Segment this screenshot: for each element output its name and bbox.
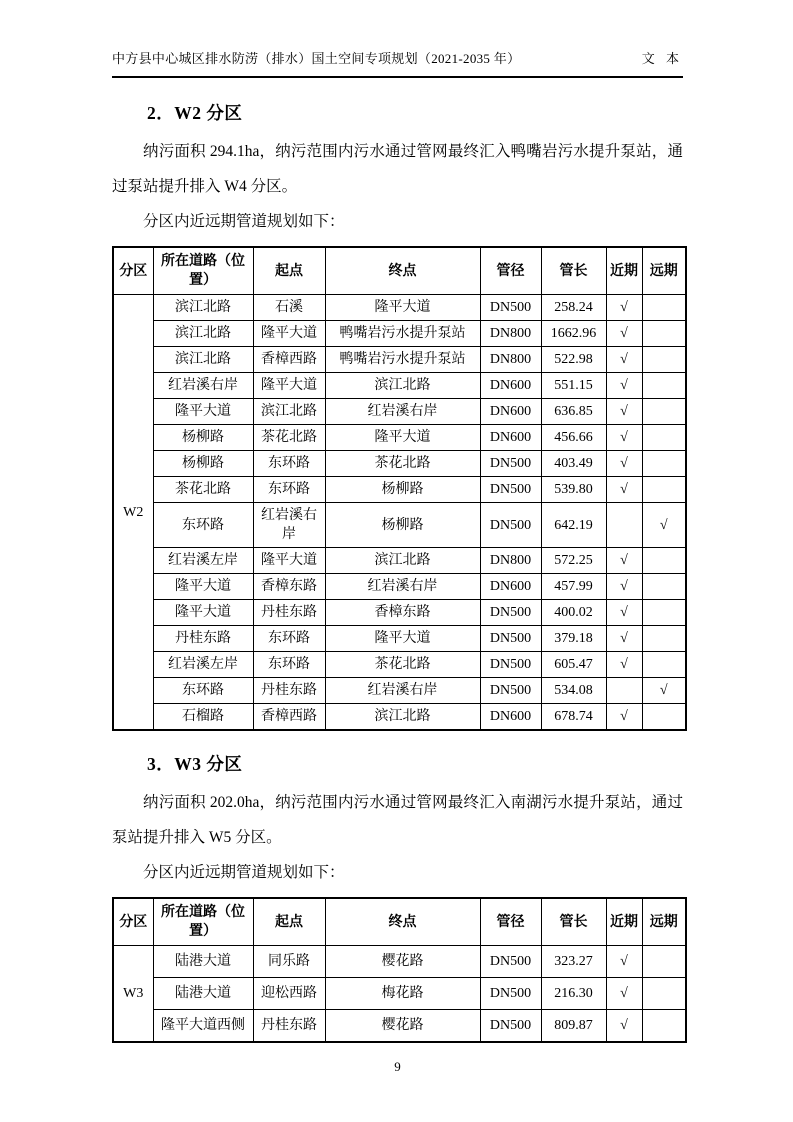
table-header-row — [113, 898, 686, 946]
cell-end: 杨柳路 — [325, 477, 480, 503]
cell-dn: DN800 — [480, 321, 541, 347]
cell-road: 石榴路 — [153, 704, 253, 731]
section-w3-paragraph: 纳污面积 202.0ha，纳污范围内污水通过管网最终汇入南湖污水提升泵站，通过泵站提升排入 W5 分区。 — [112, 794, 683, 846]
cell-end: 樱花路 — [325, 1010, 480, 1043]
cell-road: 东环路 — [153, 678, 253, 704]
cell-dn: DN500 — [480, 978, 541, 1010]
cell-end: 滨江北路 — [325, 373, 480, 399]
cell-start: 隆平大道 — [253, 373, 325, 399]
cell-length: 534.08 — [541, 678, 606, 704]
cell-dn: DN500 — [480, 946, 541, 978]
section-w3 — [112, 751, 683, 1043]
table-row — [113, 347, 686, 373]
document-title: 中方县中心城区排水防涝（排水）国土空间专项规划（2021-2035 年） — [112, 51, 521, 66]
cell-near-check — [606, 678, 642, 704]
cell-end: 鸭嘴岩污水提升泵站 — [325, 347, 480, 373]
pipe-plan-table-w3 — [112, 897, 687, 1043]
table-row — [113, 399, 686, 425]
cell-near-check: √ — [606, 626, 642, 652]
column-header-dn: 管径 — [480, 898, 541, 946]
cell-road: 隆平大道 — [153, 574, 253, 600]
page-number: 9 — [394, 1059, 401, 1074]
cell-far-check — [642, 574, 686, 600]
cell-near-check: √ — [606, 399, 642, 425]
cell-length: 605.47 — [541, 652, 606, 678]
cell-road: 隆平大道 — [153, 600, 253, 626]
section-w2-heading: 2．W2 分区 — [147, 103, 243, 123]
table-row — [113, 321, 686, 347]
cell-dn: DN500 — [480, 600, 541, 626]
column-header-start: 起点 — [253, 898, 325, 946]
cell-start: 东环路 — [253, 652, 325, 678]
cell-length: 678.74 — [541, 704, 606, 731]
cell-road: 红岩溪右岸 — [153, 373, 253, 399]
cell-road: 茶花北路 — [153, 477, 253, 503]
cell-road: 滨江北路 — [153, 347, 253, 373]
cell-end: 茶花北路 — [325, 652, 480, 678]
table-row — [113, 704, 686, 731]
cell-dn: DN500 — [480, 477, 541, 503]
table-row — [113, 425, 686, 451]
cell-dn: DN500 — [480, 652, 541, 678]
cell-dn: DN800 — [480, 548, 541, 574]
cell-far-check — [642, 1010, 686, 1043]
cell-end: 鸭嘴岩污水提升泵站 — [325, 321, 480, 347]
cell-dn: DN600 — [480, 704, 541, 731]
cell-near-check: √ — [606, 652, 642, 678]
cell-start: 隆平大道 — [253, 321, 325, 347]
column-header-length: 管长 — [541, 247, 606, 295]
cell-far-check — [642, 451, 686, 477]
cell-far-check — [642, 652, 686, 678]
table-body — [113, 946, 686, 1043]
column-header-far: 远期 — [642, 247, 686, 295]
cell-length: 258.24 — [541, 295, 606, 321]
cell-end: 隆平大道 — [325, 626, 480, 652]
cell-start: 丹桂东路 — [253, 678, 325, 704]
table-header — [113, 247, 686, 295]
table-row — [113, 574, 686, 600]
cell-road: 杨柳路 — [153, 425, 253, 451]
table-row — [113, 946, 686, 978]
cell-start: 茶花北路 — [253, 425, 325, 451]
cell-length: 572.25 — [541, 548, 606, 574]
column-header-dn: 管径 — [480, 247, 541, 295]
cell-road: 陆港大道 — [153, 978, 253, 1010]
cell-dn: DN600 — [480, 425, 541, 451]
cell-length: 636.85 — [541, 399, 606, 425]
column-header-zone: 分区 — [113, 247, 153, 295]
table-row — [113, 600, 686, 626]
table-row — [113, 652, 686, 678]
cell-dn: DN500 — [480, 295, 541, 321]
section-w2 — [112, 100, 683, 731]
cell-near-check: √ — [606, 425, 642, 451]
cell-length: 400.02 — [541, 600, 606, 626]
cell-far-check — [642, 399, 686, 425]
cell-near-check: √ — [606, 1010, 642, 1043]
cell-start: 隆平大道 — [253, 548, 325, 574]
table-body — [113, 295, 686, 731]
cell-road: 丹桂东路 — [153, 626, 253, 652]
page-header — [112, 48, 683, 78]
column-header-near: 近期 — [606, 247, 642, 295]
cell-far-check — [642, 321, 686, 347]
cell-dn: DN500 — [480, 451, 541, 477]
cell-length: 403.49 — [541, 451, 606, 477]
cell-start: 石溪 — [253, 295, 325, 321]
cell-start: 迎松西路 — [253, 978, 325, 1010]
cell-near-check: √ — [606, 347, 642, 373]
cell-far-check — [642, 373, 686, 399]
cell-far-check — [642, 946, 686, 978]
table-row — [113, 678, 686, 704]
cell-road: 滨江北路 — [153, 321, 253, 347]
cell-far-check — [642, 295, 686, 321]
cell-end: 樱花路 — [325, 946, 480, 978]
table-row — [113, 295, 686, 321]
cell-far-check: √ — [642, 503, 686, 548]
cell-dn: DN600 — [480, 373, 541, 399]
cell-near-check: √ — [606, 548, 642, 574]
cell-dn: DN600 — [480, 574, 541, 600]
cell-length: 1662.96 — [541, 321, 606, 347]
cell-length: 809.87 — [541, 1010, 606, 1043]
cell-near-check — [606, 503, 642, 548]
cell-length: 539.80 — [541, 477, 606, 503]
cell-road: 杨柳路 — [153, 451, 253, 477]
column-header-length: 管长 — [541, 898, 606, 946]
cell-end: 梅花路 — [325, 978, 480, 1010]
section-w3-table-intro: 分区内近远期管道规划如下： — [143, 864, 345, 881]
cell-start: 香樟西路 — [253, 347, 325, 373]
cell-end: 红岩溪右岸 — [325, 678, 480, 704]
cell-start: 丹桂东路 — [253, 1010, 325, 1043]
table-row — [113, 1010, 686, 1043]
cell-road: 红岩溪左岸 — [153, 548, 253, 574]
cell-end: 茶花北路 — [325, 451, 480, 477]
section-w2-paragraph: 纳污面积 294.1ha，纳污范围内污水通过管网最终汇入鸭嘴岩污水提升泵站，通过泵站提升排入 W4 分区。 — [112, 143, 683, 195]
table-row — [113, 451, 686, 477]
cell-near-check: √ — [606, 321, 642, 347]
cell-start: 红岩溪右岸 — [253, 503, 325, 548]
cell-end: 香樟东路 — [325, 600, 480, 626]
section-w3-heading: 3．W3 分区 — [147, 754, 243, 774]
cell-near-check: √ — [606, 373, 642, 399]
cell-length: 522.98 — [541, 347, 606, 373]
cell-dn: DN800 — [480, 347, 541, 373]
cell-far-check: √ — [642, 678, 686, 704]
column-header-road: 所在道路（位置） — [153, 898, 253, 946]
column-header-start: 起点 — [253, 247, 325, 295]
cell-start: 香樟西路 — [253, 704, 325, 731]
table-row — [113, 978, 686, 1010]
cell-road: 隆平大道 — [153, 399, 253, 425]
cell-end: 杨柳路 — [325, 503, 480, 548]
column-header-end: 终点 — [325, 898, 480, 946]
cell-start: 丹桂东路 — [253, 600, 325, 626]
cell-near-check: √ — [606, 574, 642, 600]
cell-dn: DN500 — [480, 678, 541, 704]
cell-length: 216.30 — [541, 978, 606, 1010]
cell-far-check — [642, 978, 686, 1010]
cell-dn: DN500 — [480, 503, 541, 548]
table-row — [113, 373, 686, 399]
cell-dn: DN500 — [480, 626, 541, 652]
cell-far-check — [642, 477, 686, 503]
cell-length: 642.19 — [541, 503, 606, 548]
cell-far-check — [642, 704, 686, 731]
cell-end: 滨江北路 — [325, 704, 480, 731]
cell-start: 东环路 — [253, 451, 325, 477]
cell-start: 滨江北路 — [253, 399, 325, 425]
cell-start: 同乐路 — [253, 946, 325, 978]
section-w2-table-intro: 分区内近远期管道规划如下： — [143, 213, 345, 230]
cell-dn: DN600 — [480, 399, 541, 425]
cell-start: 东环路 — [253, 477, 325, 503]
cell-dn: DN500 — [480, 1010, 541, 1043]
cell-far-check — [642, 347, 686, 373]
cell-near-check: √ — [606, 477, 642, 503]
cell-far-check — [642, 600, 686, 626]
cell-far-check — [642, 425, 686, 451]
cell-length: 456.66 — [541, 425, 606, 451]
cell-end: 滨江北路 — [325, 548, 480, 574]
table-row — [113, 548, 686, 574]
cell-near-check: √ — [606, 946, 642, 978]
cell-near-check: √ — [606, 978, 642, 1010]
cell-near-check: √ — [606, 451, 642, 477]
cell-near-check: √ — [606, 600, 642, 626]
cell-road: 陆港大道 — [153, 946, 253, 978]
cell-far-check — [642, 626, 686, 652]
cell-end: 红岩溪右岸 — [325, 399, 480, 425]
cell-road: 隆平大道西侧 — [153, 1010, 253, 1043]
cell-start: 东环路 — [253, 626, 325, 652]
table-header-row — [113, 247, 686, 295]
table-row — [113, 477, 686, 503]
cell-near-check: √ — [606, 295, 642, 321]
cell-road: 红岩溪左岸 — [153, 652, 253, 678]
cell-start: 香樟东路 — [253, 574, 325, 600]
table-row — [113, 626, 686, 652]
column-header-far: 远期 — [642, 898, 686, 946]
cell-end: 红岩溪右岸 — [325, 574, 480, 600]
column-header-road: 所在道路（位置） — [153, 247, 253, 295]
zone-cell: W2 — [113, 295, 153, 731]
pipe-plan-table-w2 — [112, 246, 687, 731]
document-type-label: 文 本 — [641, 51, 683, 66]
cell-end: 隆平大道 — [325, 425, 480, 451]
table-header — [113, 898, 686, 946]
cell-road: 东环路 — [153, 503, 253, 548]
cell-length: 457.99 — [541, 574, 606, 600]
cell-length: 323.27 — [541, 946, 606, 978]
column-header-zone: 分区 — [113, 898, 153, 946]
cell-road: 滨江北路 — [153, 295, 253, 321]
cell-end: 隆平大道 — [325, 295, 480, 321]
cell-near-check: √ — [606, 704, 642, 731]
cell-far-check — [642, 548, 686, 574]
column-header-end: 终点 — [325, 247, 480, 295]
table-row — [113, 503, 686, 548]
zone-cell: W3 — [113, 946, 153, 1043]
cell-length: 379.18 — [541, 626, 606, 652]
cell-length: 551.15 — [541, 373, 606, 399]
column-header-near: 近期 — [606, 898, 642, 946]
